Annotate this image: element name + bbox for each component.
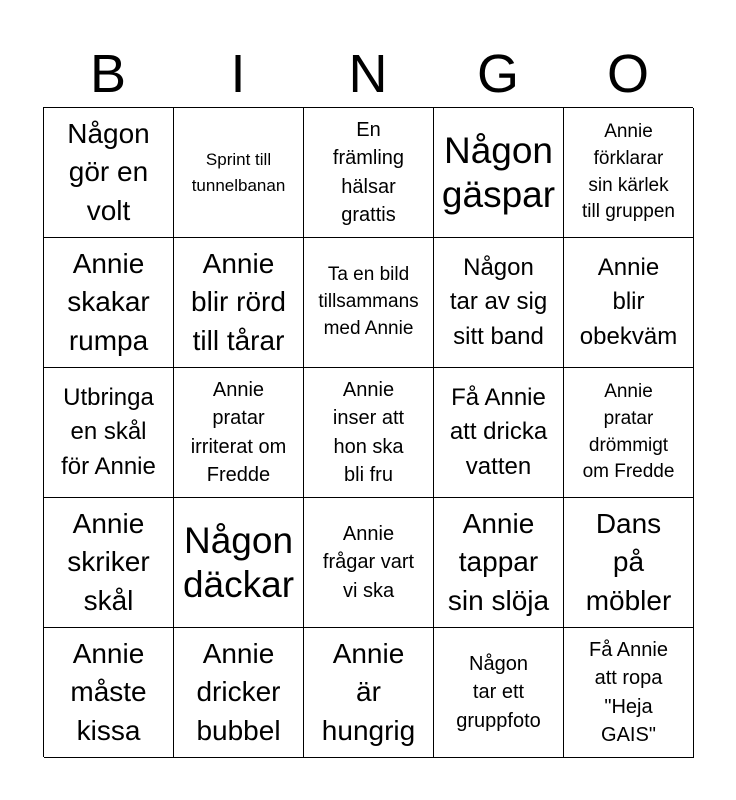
- bingo-cell-text: Någon tar ett gruppfoto: [456, 652, 541, 732]
- bingo-cell[interactable]: [174, 108, 304, 238]
- bingo-cell[interactable]: [44, 498, 174, 628]
- bingo-cell-text: Annie skriker skål: [67, 507, 150, 616]
- bingo-cell-text: Annie förklarar sin kärlek till gruppen: [582, 120, 675, 223]
- bingo-cell-text: Annie skakar rumpa: [67, 247, 150, 356]
- bingo-cell-text: Annie måste kissa: [70, 637, 147, 746]
- bingo-cell[interactable]: [434, 368, 564, 498]
- bingo-cell[interactable]: [434, 498, 564, 628]
- bingo-cell[interactable]: [44, 368, 174, 498]
- bingo-cell[interactable]: [304, 628, 434, 758]
- bingo-cell[interactable]: [564, 368, 694, 498]
- header-letter-o: O: [606, 44, 649, 104]
- bingo-cell-text: Annie blir obekväm: [579, 254, 678, 350]
- bingo-cell[interactable]: [174, 368, 304, 498]
- bingo-cell-text: Ta en bild tillsammans med Annie: [318, 264, 419, 339]
- bingo-cell[interactable]: [304, 238, 434, 368]
- bingo-cell[interactable]: [304, 108, 434, 238]
- bingo-cell[interactable]: [304, 498, 434, 628]
- bingo-cell-text: Någon gör en volt: [67, 117, 150, 226]
- bingo-cell[interactable]: [174, 498, 304, 628]
- bingo-cell-text: Annie dricker bubbel: [196, 637, 281, 746]
- bingo-cell[interactable]: [174, 628, 304, 758]
- bingo-cell[interactable]: [434, 628, 564, 758]
- bingo-cell-text: Någon däckar: [182, 519, 295, 605]
- bingo-cell[interactable]: [564, 108, 694, 238]
- bingo-cell-text: Få Annie att dricka vatten: [449, 384, 548, 480]
- bingo-cell-text: Någon tar av sig sitt band: [449, 254, 548, 350]
- header-letter-b: B: [89, 44, 127, 104]
- bingo-cell-text: Utbringa en skål för Annie: [61, 384, 156, 480]
- bingo-cell[interactable]: [304, 368, 434, 498]
- bingo-cell[interactable]: [564, 628, 694, 758]
- bingo-cell-text: En främling hälsar grattis: [332, 118, 405, 226]
- bingo-cell-text: Annie är hungrig: [321, 637, 416, 746]
- bingo-cell-text: Få Annie att ropa "Heja GAIS": [589, 638, 668, 746]
- bingo-cell-text: Annie frågar vart vi ska: [322, 522, 415, 602]
- header-letter-g: G: [476, 44, 519, 104]
- bingo-cell[interactable]: [44, 108, 174, 238]
- bingo-cell[interactable]: [564, 498, 694, 628]
- header-letter-i: I: [230, 44, 246, 104]
- bingo-cell-text: Sprint till tunnelbanan: [191, 150, 286, 195]
- bingo-header: [43, 40, 693, 108]
- bingo-cell[interactable]: [434, 238, 564, 368]
- bingo-cell[interactable]: [434, 108, 564, 238]
- bingo-cell-text: Någon gäspar: [441, 129, 556, 215]
- header-letter-n: N: [348, 44, 388, 104]
- bingo-cell-text: Annie tappar sin slöja: [447, 507, 550, 616]
- bingo-cell-text: Annie inser att hon ska bli fru: [332, 378, 405, 486]
- bingo-cell[interactable]: [44, 238, 174, 368]
- bingo-cell-text: Annie pratar irriterat om Fredde: [190, 378, 287, 486]
- bingo-cell-text: Dans på möbler: [585, 507, 672, 616]
- bingo-cell[interactable]: [174, 238, 304, 368]
- bingo-cell[interactable]: [44, 628, 174, 758]
- bingo-grid: [43, 107, 693, 757]
- bingo-cell-text: Annie blir rörd till tårar: [191, 247, 286, 356]
- bingo-cell[interactable]: [564, 238, 694, 368]
- bingo-cell-text: Annie pratar drömmigt om Fredde: [582, 380, 675, 483]
